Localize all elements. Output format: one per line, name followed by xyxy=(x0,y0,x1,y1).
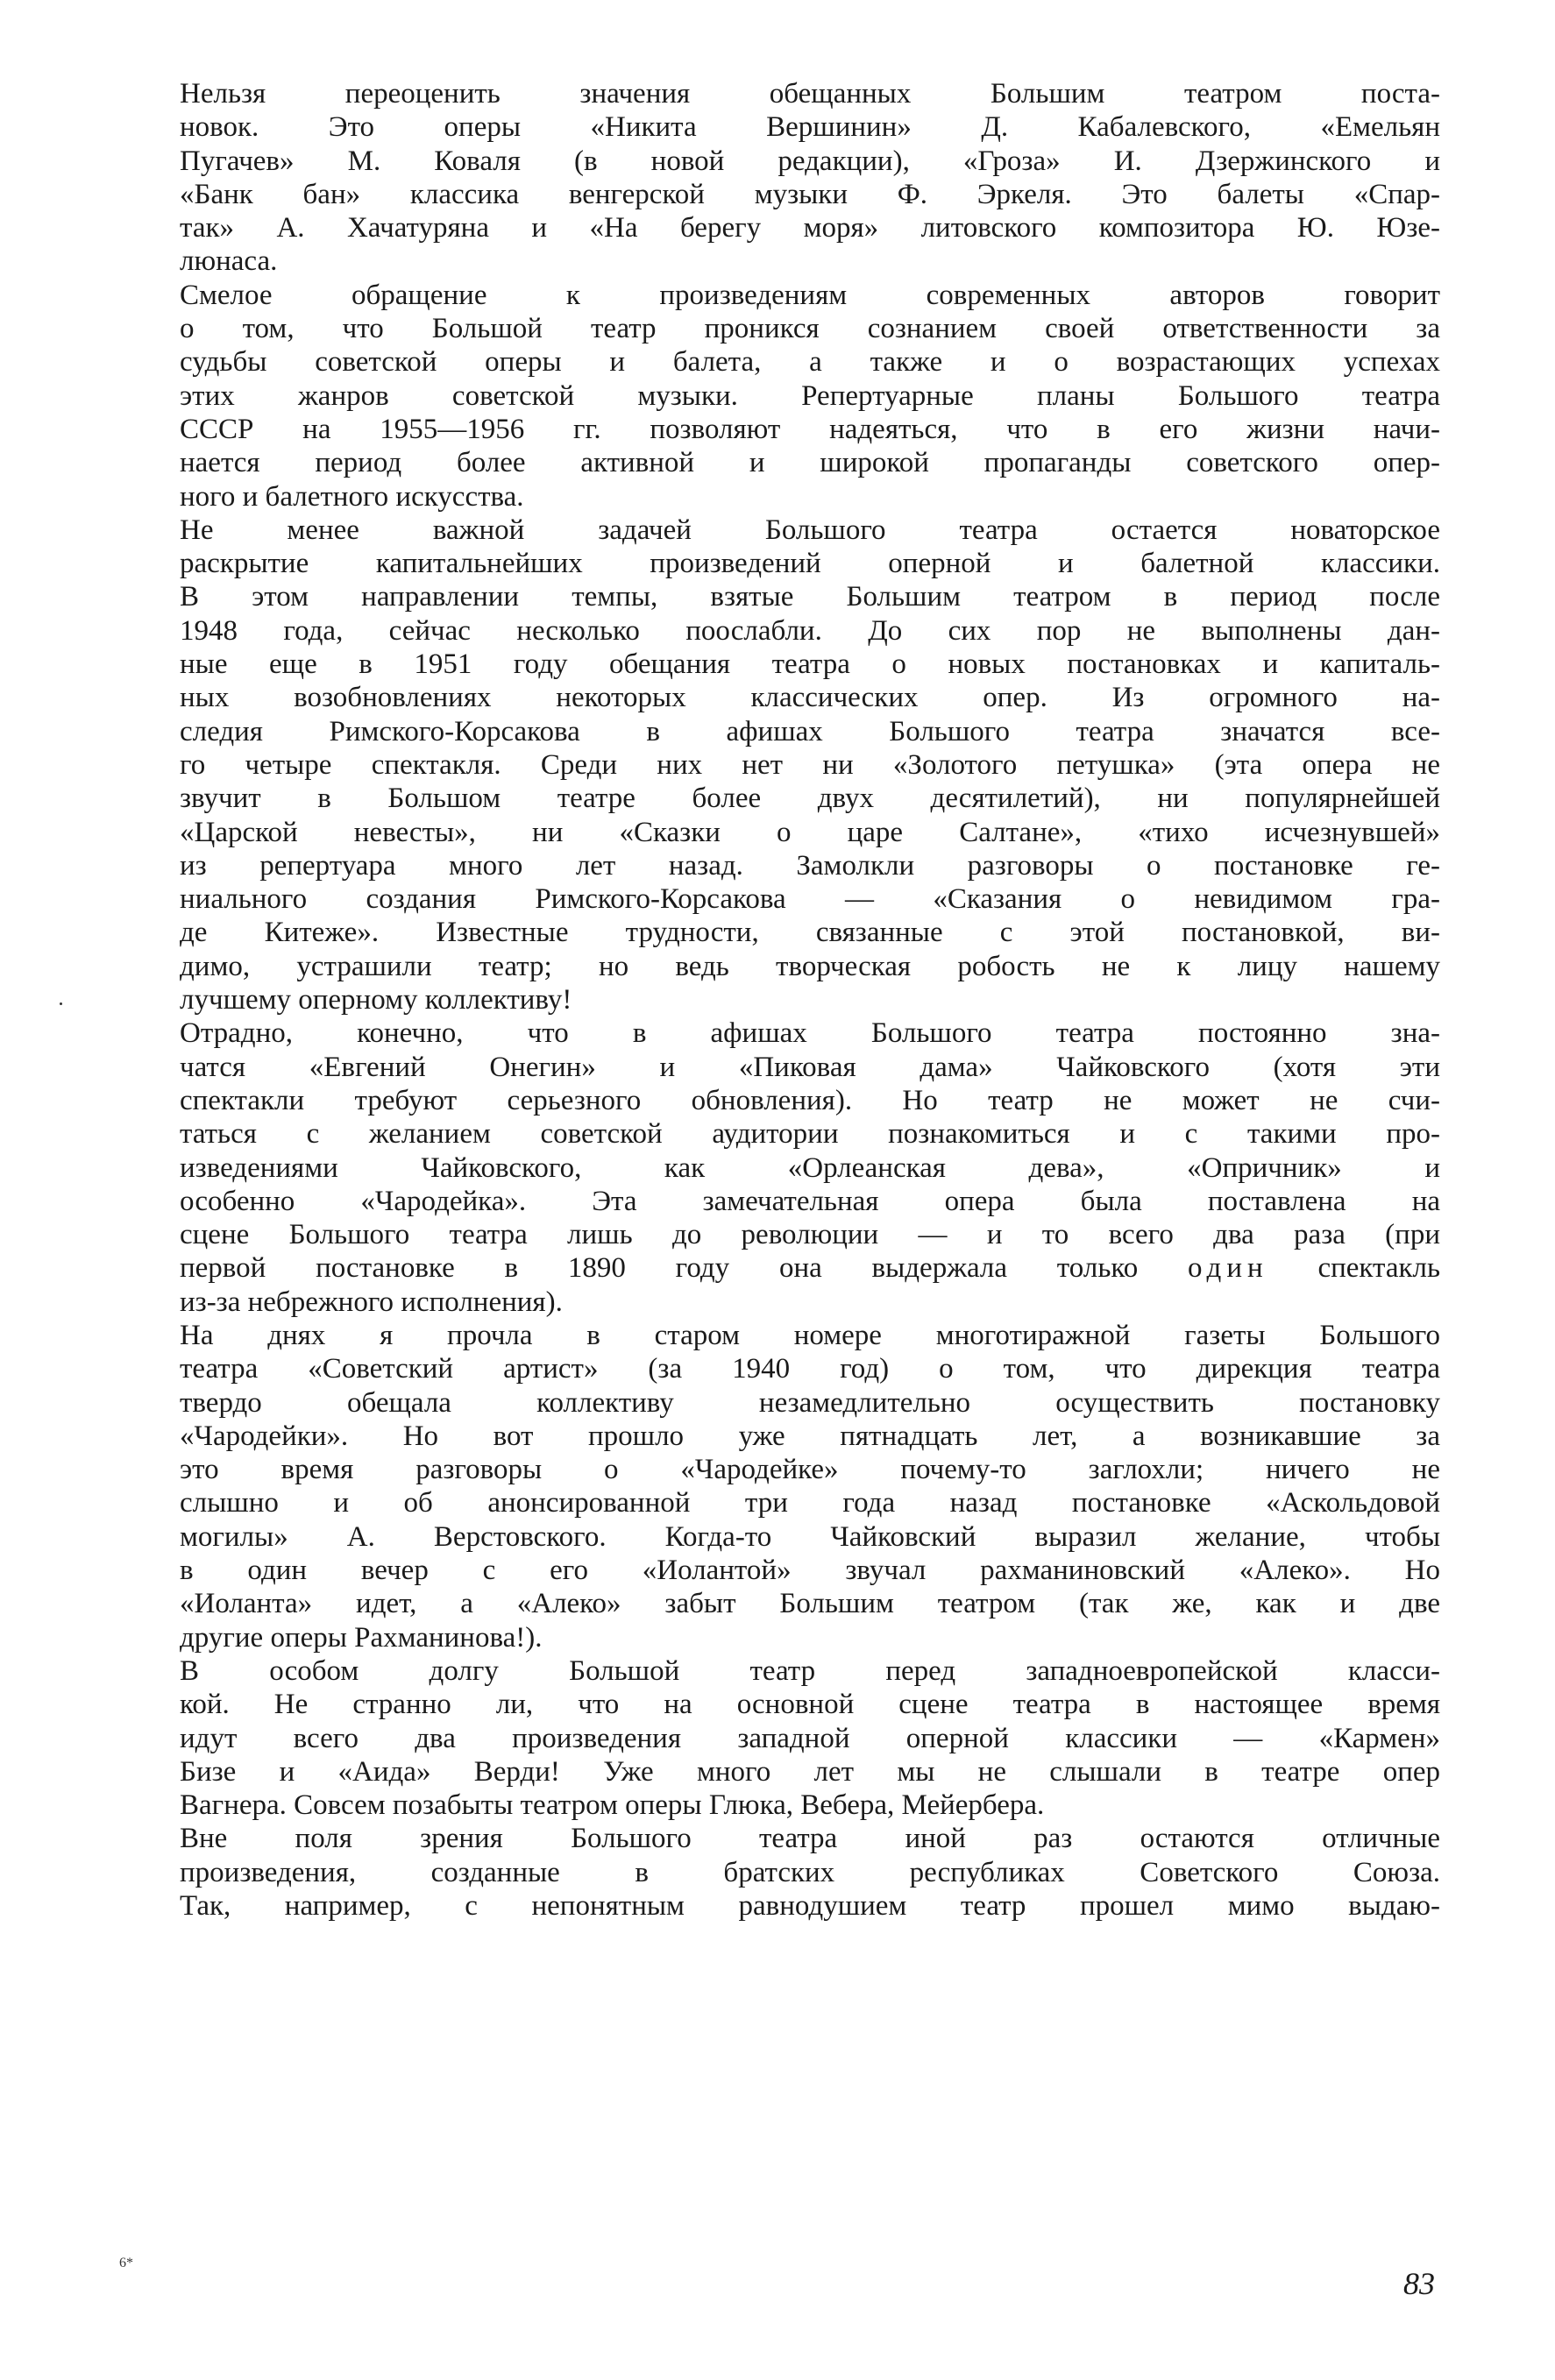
text-line: «Чародейки». Но вот прошло уже пятнадцать лет, а возникавшие за xyxy=(180,1420,1440,1452)
text-line: люнаса. xyxy=(180,245,278,278)
text-line: лучшему оперному коллективу! xyxy=(180,984,572,1016)
text-line: 1948 года, сейчас несколько поослабли. До сих пор не выполнены дан- xyxy=(180,614,1440,647)
text-line: сцене Большого театра лишь до революции — и то всего два раза (при xyxy=(180,1219,1440,1251)
text-line: кой. Не странно ли, что на основной сцене театра в настоящее время xyxy=(180,1689,1440,1721)
text-line: Нельзя переоценить значения обещанных Большим театром поста- xyxy=(180,78,1440,110)
text-line: «Иоланта» идет, а «Алеко» забыт Большим театром (так же, как и две xyxy=(180,1588,1440,1620)
text-line: «Банк бан» классика венгерской музыки Ф. Эркеля. Это балеты «Спар- xyxy=(180,178,1440,210)
text-line: Бизе и «Аида» Верди! Уже много лет мы не слышали в театре опер xyxy=(180,1755,1440,1788)
text-line: из-за небрежного исполнения). xyxy=(180,1286,563,1318)
margin-speck xyxy=(60,1002,62,1005)
text-line: Вне поля зрения Большого театра иной раз остаются отличные xyxy=(180,1823,1440,1855)
text-line: произведения, созданные в братских республиках Советского Союза. xyxy=(180,1856,1440,1888)
text-line: чатся «Евгений Онегин» и «Пиковая дама» Чайковского (хотя эти xyxy=(180,1051,1440,1083)
paragraph-6 xyxy=(118,1654,1440,1822)
text-line: судьбы советской оперы и балета, а также и о возрастающих успехах xyxy=(180,346,1440,379)
text-line: это время разговоры о «Чародейке» почему-то заглохли; ничего не xyxy=(180,1454,1440,1486)
text-line: Так, например, с непонятным равнодушием театр прошел мимо выдаю- xyxy=(180,1890,1440,1923)
text-segment: первой постановке в 1890 году она выдержала только xyxy=(180,1252,1139,1285)
document-page-body xyxy=(118,77,1440,1923)
page-number: 83 xyxy=(1403,2266,1435,2301)
text-line: новок. Это оперы «Никита Вершинин» Д. Кабалевского, «Емельян xyxy=(180,111,1440,144)
text-line: ных возобновлениях некоторых классических опер. Из огромного на- xyxy=(180,682,1440,714)
text-line: в один вечер с его «Иолантой» звучал рахманиновский «Алеко». Но xyxy=(180,1555,1440,1587)
text-line: СССР на 1955—1956 гг. позволяют надеяться, что в его жизни начи- xyxy=(180,413,1440,445)
text-line: ного и балетного искусства. xyxy=(180,480,524,513)
text-line: Не менее важной задачей Большого театра остается новаторское xyxy=(180,514,1440,546)
text-line: де Китеже». Известные трудности, связанные с этой постановкой, ви- xyxy=(180,917,1440,949)
text-line: другие оперы Рахманинова!). xyxy=(180,1621,543,1654)
text-line: из репертуара много лет назад. Замолкли разговоры о постановке ге- xyxy=(180,849,1440,882)
text-line: таться с желанием советской аудитории познакомиться и с такими про- xyxy=(180,1118,1440,1151)
text-segment: спектакль xyxy=(1317,1252,1441,1285)
text-line: о том, что Большой театр проникся сознанием своей ответственности за xyxy=(180,313,1440,345)
text-line: нается период более активной и широкой пропаганды советского опер- xyxy=(180,447,1440,479)
paragraph-5 xyxy=(118,1319,1440,1654)
text-line: раскрытие капитальнейших произведений оперной и балетной классики. xyxy=(180,548,1440,580)
text-line: Пугачев» М. Коваля (в новой редакции), «Гроза» И. Дзержинского и xyxy=(180,145,1440,177)
paragraph-4 xyxy=(118,1016,1440,1319)
text-line: так» А. Хачатуряна и «На берегу моря» литовского композитора Ю. Юзе- xyxy=(180,212,1440,244)
text-line: могилы» А. Верстовского. Когда-то Чайковский выразил желание, чтобы xyxy=(180,1520,1440,1553)
text-line: Вагнера. Совсем позабыты театром оперы Глюка, Вебера, Мейербера. xyxy=(180,1789,1045,1822)
text-line-spaced xyxy=(118,1251,1440,1285)
text-line: звучит в Большом театре более двух десятилетий), ни популярнейшей xyxy=(180,783,1440,815)
paragraph-7 xyxy=(118,1822,1440,1923)
text-line: Смелое обращение к произведениям современных авторов говорит xyxy=(180,279,1440,311)
text-line: В этом направлении темпы, взятые Большим театром в период после xyxy=(180,581,1440,613)
text-line: «Царской невесты», ни «Сказки о царе Салтане», «тихо исчезнувшей» xyxy=(180,816,1440,848)
text-line: На днях я прочла в старом номере многотиражной газеты Большого xyxy=(180,1319,1440,1351)
emphasized-word: один xyxy=(1188,1252,1268,1285)
text-line: го четыре спектакля. Среди них нет ни «Золотого петушка» (эта опера не xyxy=(180,748,1440,781)
paragraph-2 xyxy=(118,279,1440,514)
text-line: театра «Советский артист» (за 1940 год) о том, что дирекция театра xyxy=(180,1353,1440,1385)
paragraph-3 xyxy=(118,514,1440,1016)
text-line: В особом долгу Большой театр перед западноевропейской класси- xyxy=(180,1654,1440,1687)
text-line: слышно и об анонсированной три года назад постановке «Аскольдовой xyxy=(180,1487,1440,1519)
text-line: ные еще в 1951 году обещания театра о новых постановках и капиталь- xyxy=(180,648,1440,681)
text-line: ниального создания Римского-Корсакова — «Сказания о невидимом гра- xyxy=(180,883,1440,916)
paragraph-1 xyxy=(118,77,1440,279)
text-line: спектакли требуют серьезного обновления). Но театр не может не счи- xyxy=(180,1084,1440,1116)
text-line: твердо обещала коллективу незамедлительно осуществить постановку xyxy=(180,1386,1440,1419)
text-line: димо, устрашили театр; но ведь творческая робость не к лицу нашему xyxy=(180,950,1440,982)
text-line: особенно «Чародейка». Эта замечательная опера была поставлена на xyxy=(180,1185,1440,1217)
text-line: идут всего два произведения западной оперной классики — «Кармен» xyxy=(180,1722,1440,1754)
text-line: этих жанров советской музыки. Репертуарные планы Большого театра xyxy=(180,379,1440,412)
signature-mark: 6* xyxy=(119,2256,133,2270)
text-line: следия Римского-Корсакова в афишах Большого театра значатся все- xyxy=(180,715,1440,747)
text-line: изведениями Чайковского, как «Орлеанская дева», «Опричник» и xyxy=(180,1151,1440,1184)
text-line: Отрадно, конечно, что в афишах Большого театра постоянно зна- xyxy=(180,1017,1440,1050)
